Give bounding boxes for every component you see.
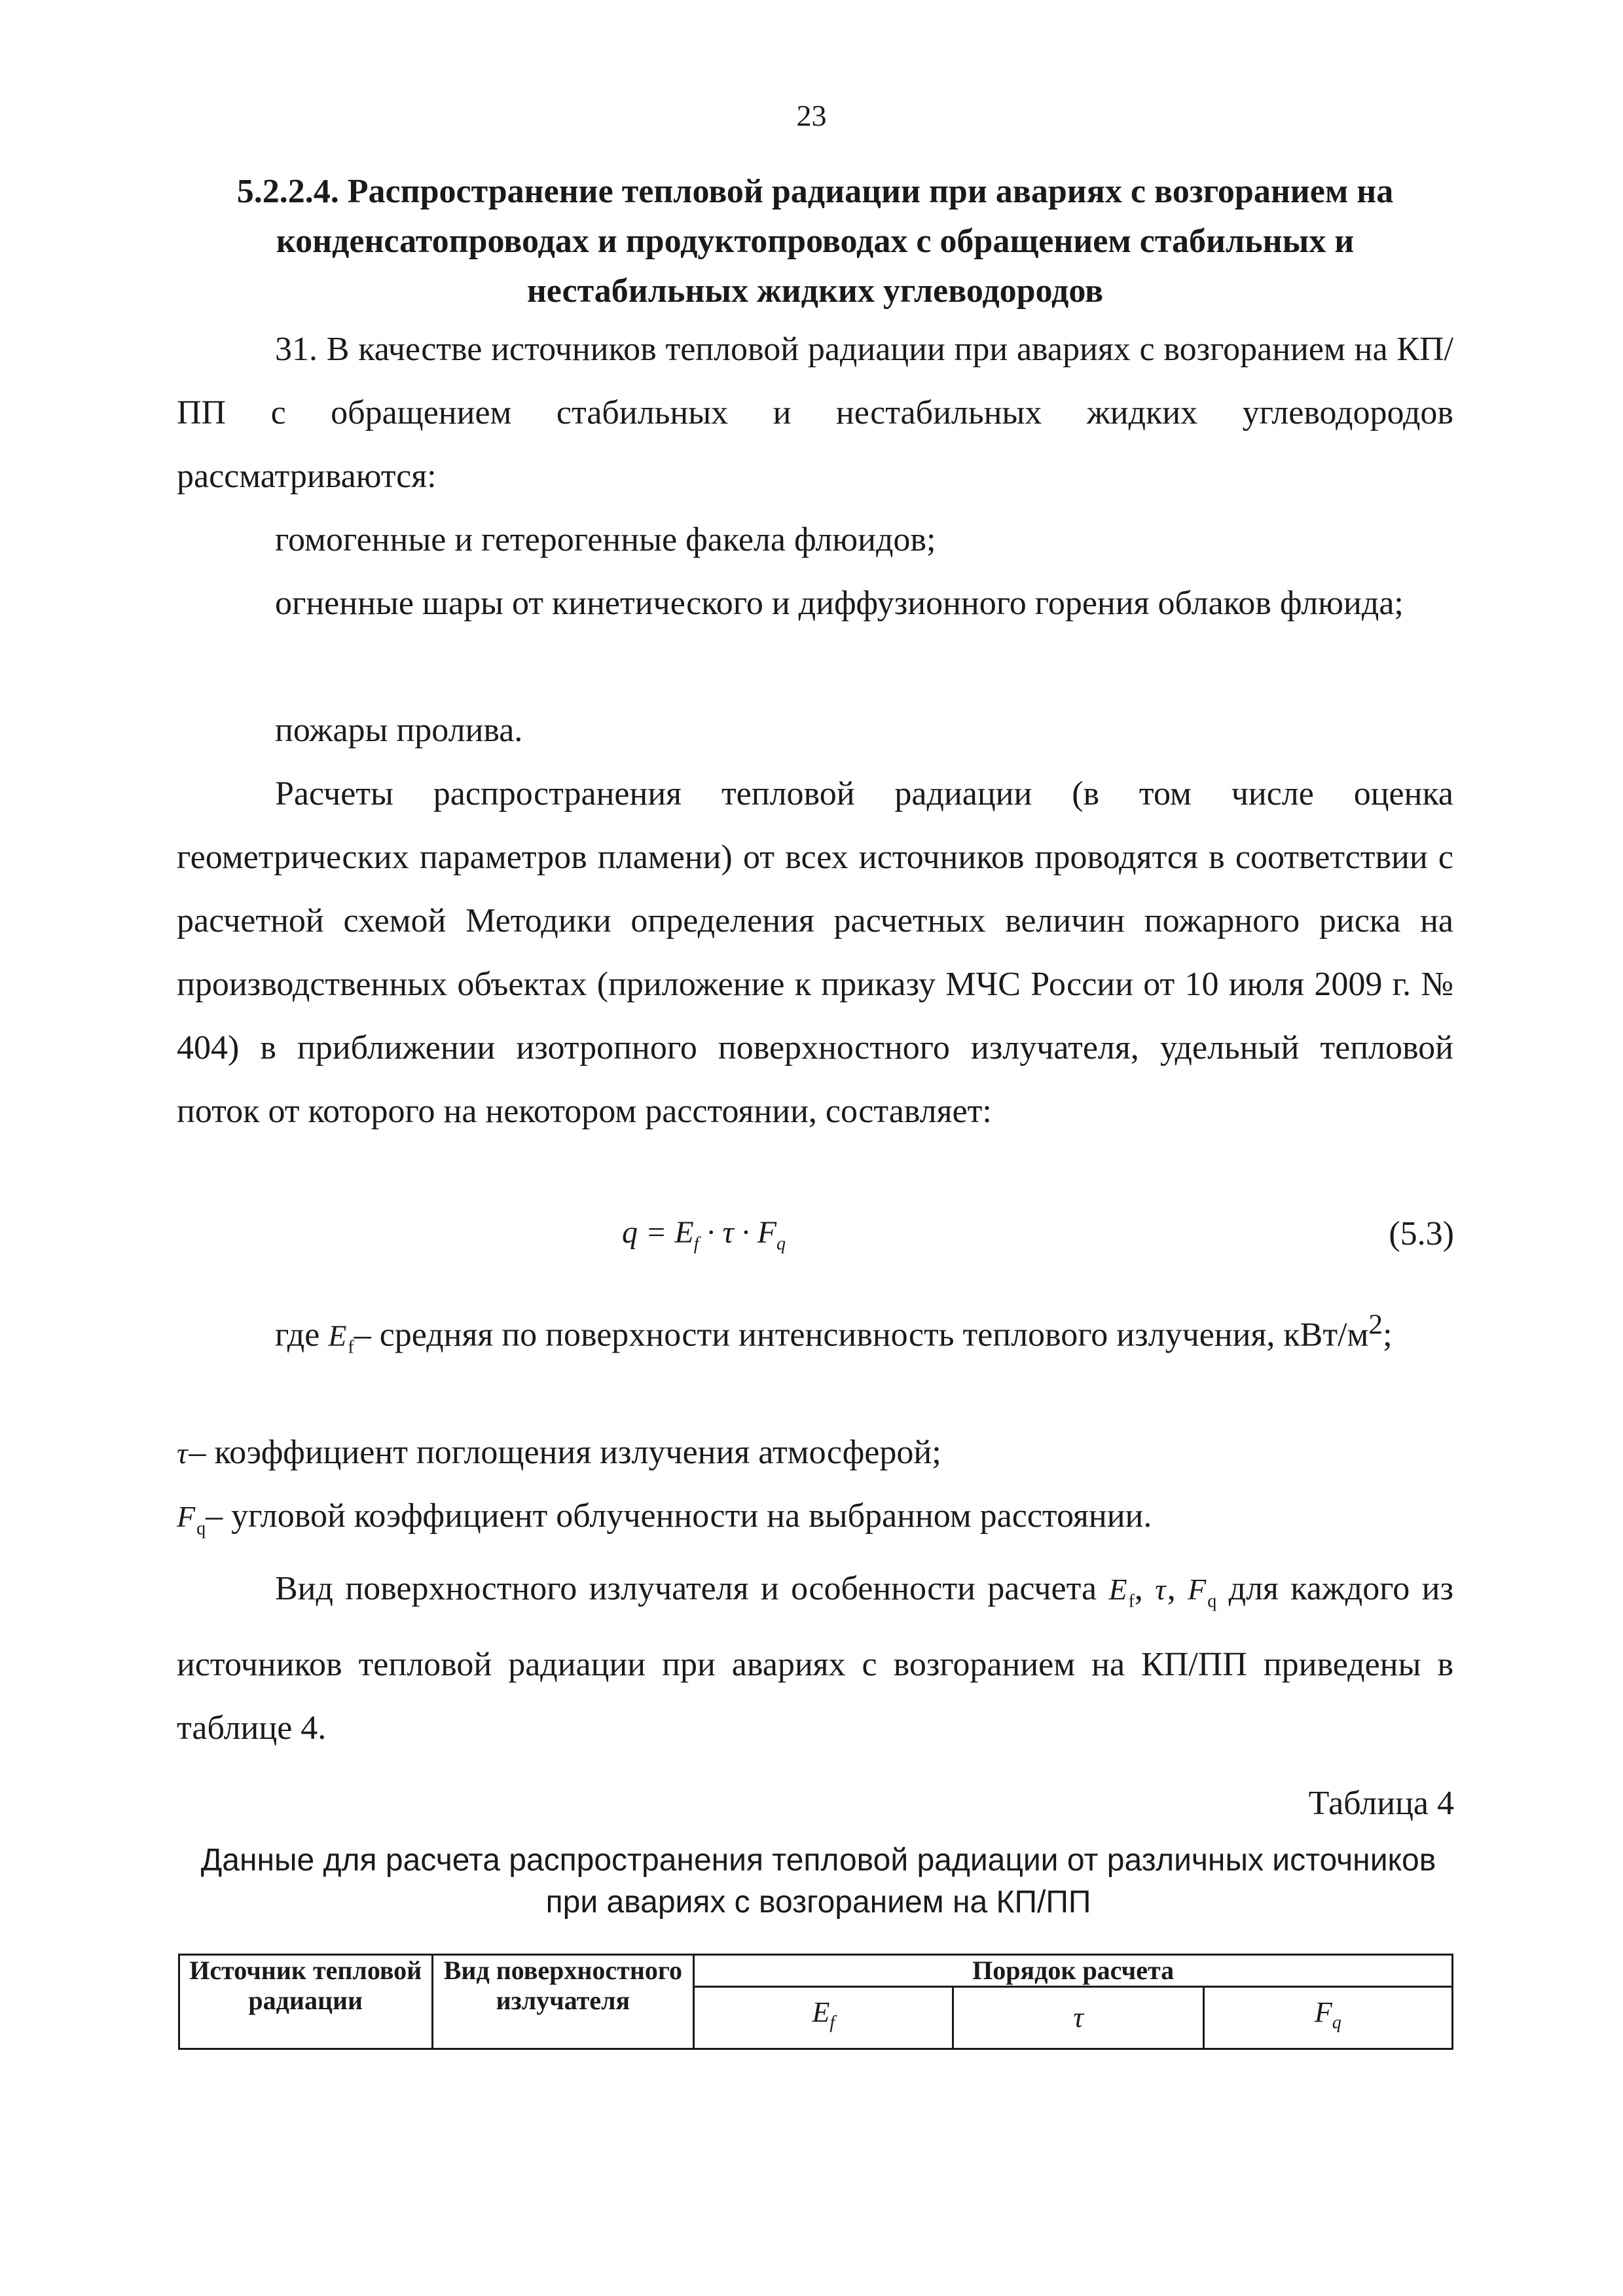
closing-part2: для каждого из источников тепловой радиации при авариях с возгоранием на КП/ПП приведены в таблице 4. — [177, 1570, 1454, 1747]
page-number: 23 — [796, 99, 827, 132]
formula-F-sub: q — [776, 1233, 786, 1254]
header-tau — [953, 1987, 1203, 2049]
table-label: Таблица 4 — [1308, 1785, 1454, 1822]
E-unit-sup: 2 — [1368, 1309, 1383, 1340]
tau-description: – коэффициент поглощения излучения атмосферой; — [189, 1434, 941, 1471]
paragraph-closing — [177, 1557, 1453, 1760]
header-F — [1203, 1987, 1452, 2049]
list-item-pool-fires: пожары пролива. — [275, 712, 523, 749]
formula-q: q — [622, 1215, 638, 1250]
definition-tau — [177, 1421, 1453, 1485]
closing-F: F — [1188, 1573, 1208, 1606]
E-symbol-sub: f — [348, 1337, 354, 1358]
where-word: где — [275, 1316, 320, 1354]
formula-equals: = — [646, 1215, 667, 1250]
header-source: Источник тепловой радиации — [179, 1955, 433, 2049]
tau-symbol: τ — [177, 1436, 189, 1470]
paragraph-calculations: Расчеты распространения тепловой радиации (в том числе оценка геометрических параметров пламени) от всех источников проводятся в соответствии с расчетной схемой Методики определения расчетных величин пожарного риска на производственных объектах (приложение к приказу МЧС России от 10 июля 2009 г. № 404) в приближении изотропного поверхностного излучателя, удельный тепловой поток от которого на некотором расстоянии, составляет: — [177, 775, 1453, 1130]
data-table — [178, 1954, 1453, 2050]
formula-F: F — [757, 1215, 777, 1250]
definition-F — [177, 1484, 1453, 1560]
formula-dot-2: · — [741, 1215, 750, 1250]
closing-comma-2: , — [1167, 1570, 1176, 1607]
header-E-symbol: E — [812, 1996, 830, 2029]
closing-E-sub: f — [1128, 1591, 1135, 1612]
formula-E-sub: f — [693, 1233, 699, 1254]
formula-E: E — [674, 1215, 694, 1250]
formula-tau: τ — [722, 1215, 734, 1250]
E-description: – средняя по поверхности интенсивность теплового излучения, кВт/м — [354, 1316, 1369, 1354]
header-calc-order: Порядок расчета — [694, 1955, 1453, 1987]
formula-5-3 — [622, 1214, 786, 1255]
closing-F-sub: q — [1207, 1591, 1217, 1612]
closing-comma-1: , — [1134, 1570, 1143, 1607]
list-item-fireballs: огненные шары от кинетического и диффузионного горения облаков флюида; — [275, 585, 1404, 622]
closing-part1: Вид поверхностного излучателя и особенности расчета — [275, 1570, 1097, 1607]
header-E-sub: f — [830, 2012, 835, 2033]
header-E — [694, 1987, 953, 2049]
F-symbol: F — [177, 1500, 197, 1533]
paragraph-31: 31. В качестве источников тепловой радиации при авариях с возгоранием на КП/ПП с обращением стабильных и нестабильных жидких углеводородов рассматриваются: — [177, 331, 1453, 495]
F-description: – угловой коэффициент облученности на выбранном расстоянии. — [206, 1497, 1152, 1535]
closing-E: E — [1108, 1573, 1129, 1606]
header-tau-symbol: τ — [1073, 2001, 1084, 2033]
list-item-torches: гомогенные и гетерогенные факела флюидов; — [275, 521, 936, 558]
table-title: Данные для расчета распространения тепловой радиации от различных источников при авариях с возгоранием на КП/ПП — [200, 1843, 1436, 1920]
section-heading: 5.2.2.4. Распространение тепловой радиации при авариях с возгоранием на конденсатопроводах и продуктопроводах с обращением стабильных и нестабильных жидких углеводородов — [236, 173, 1394, 310]
closing-tau: τ — [1155, 1573, 1167, 1606]
header-F-symbol: F — [1314, 1996, 1332, 2029]
header-F-sub: q — [1332, 2012, 1341, 2033]
F-symbol-sub: q — [196, 1518, 206, 1539]
formula-dot-1: · — [706, 1215, 715, 1250]
header-emitter-type: Вид поверхностного излучателя — [432, 1955, 694, 2049]
definition-E — [177, 1293, 1453, 1379]
E-unit-end: ; — [1383, 1316, 1393, 1354]
E-symbol: E — [328, 1319, 348, 1353]
formula-number: (5.3) — [1389, 1215, 1454, 1252]
